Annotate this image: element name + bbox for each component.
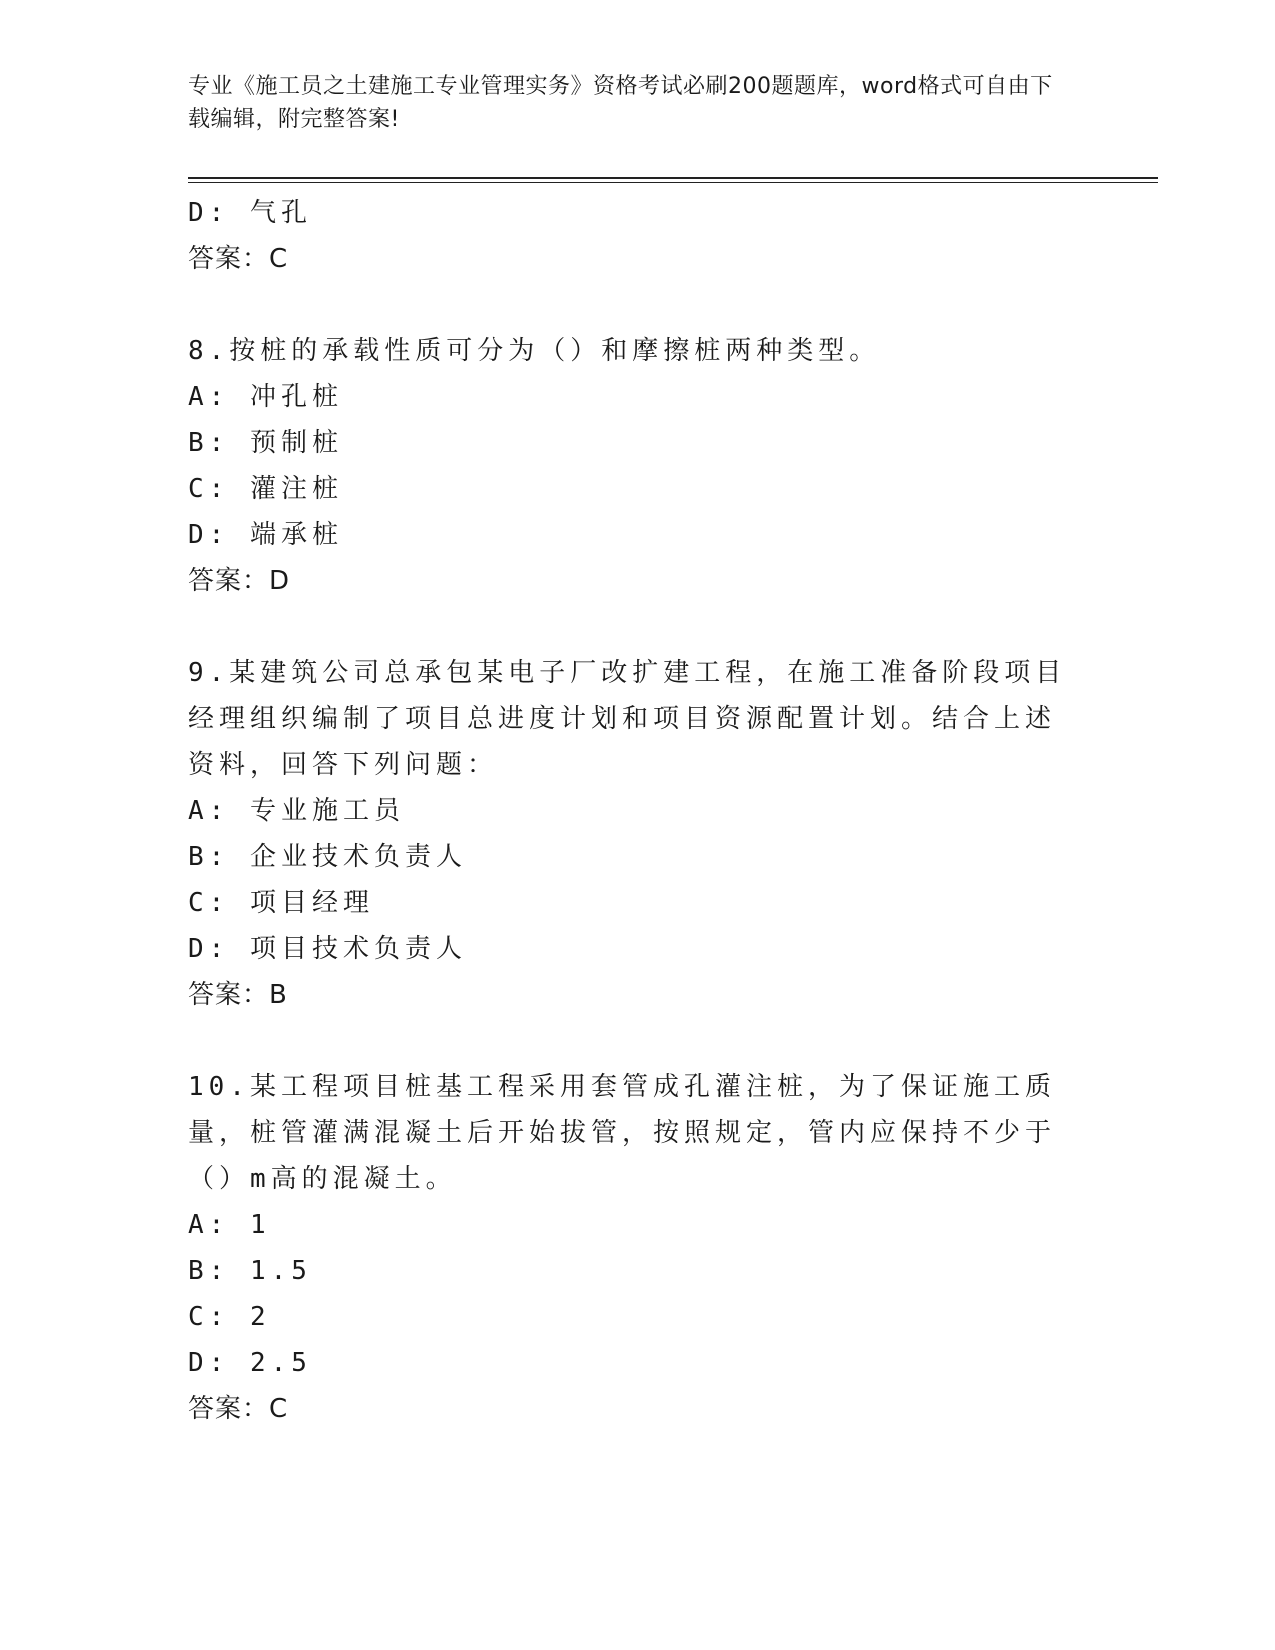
spacer	[188, 604, 1108, 650]
header-divider-thick	[188, 177, 1158, 179]
question-stem: 8.按桩的承载性质可分为（）和摩擦桩两种类型。	[188, 336, 881, 366]
question-block-8	[188, 328, 1108, 604]
option-d: D: 端承桩	[188, 520, 343, 550]
option-a: A: 专业施工员	[188, 796, 405, 826]
question-stem: 10.某工程项目桩基工程采用套管成孔灌注桩，为了保证施工质量，桩管灌满混凝土后开始拔管，按照规定，管内应保持不少于（）m高的混凝土。	[188, 1072, 1057, 1194]
option-b: B: 1.5	[188, 1256, 312, 1286]
option-c: C: 项目经理	[188, 888, 374, 918]
spacer	[188, 282, 1108, 328]
spacer	[188, 1018, 1108, 1064]
answer-line: 答案：C	[188, 1394, 289, 1424]
option-d: D: 项目技术负责人	[188, 934, 467, 964]
question-content	[188, 190, 1108, 1432]
question-stem: 9.某建筑公司总承包某电子厂改扩建工程，在施工准备阶段项目经理组织编制了项目总进度计划和项目资源配置计划。结合上述资料，回答下列问题：	[188, 658, 1067, 780]
question-block-10	[188, 1064, 1108, 1432]
option-b: B: 企业技术负责人	[188, 842, 467, 872]
option-c: C: 灌注桩	[188, 474, 343, 504]
option-d: D: 2.5	[188, 1348, 312, 1378]
page-header-title: 专业《施工员之土建施工专业管理实务》资格考试必刷200题题库，word格式可自由下载编辑，附完整答案!	[188, 74, 1053, 132]
question-block-9	[188, 650, 1108, 1018]
header-divider-thin	[188, 182, 1158, 183]
answer-line: 答案：B	[188, 980, 288, 1010]
option-c: C: 2	[188, 1302, 271, 1332]
option-a: A: 1	[188, 1210, 271, 1240]
answer-line: 答案：C	[188, 244, 289, 274]
option-a: A: 冲孔桩	[188, 382, 343, 412]
answer-line: 答案：D	[188, 566, 291, 596]
option-d: D: 气孔	[188, 198, 312, 228]
option-b: B: 预制桩	[188, 428, 343, 458]
